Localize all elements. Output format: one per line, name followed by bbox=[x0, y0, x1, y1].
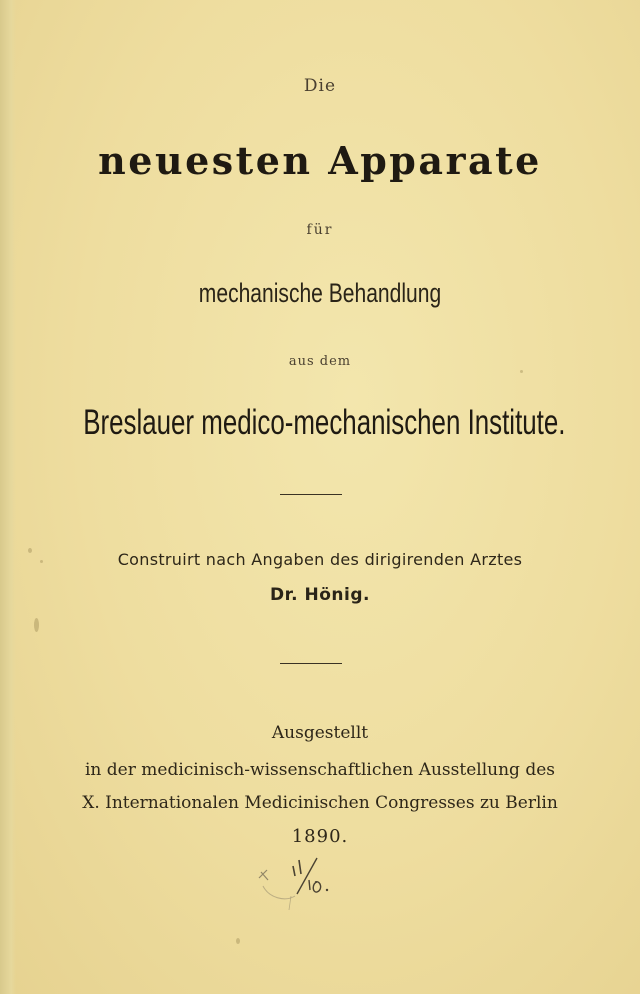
paper-speck bbox=[520, 370, 523, 373]
divider-rule bbox=[280, 663, 342, 664]
author-name: Dr. Hönig. bbox=[270, 585, 370, 605]
exhibited-line: Ausgestellt bbox=[271, 723, 369, 743]
handwritten-pencil-mark bbox=[255, 852, 355, 912]
congress-line: X. Internationalen Medicinischen Congresses zu Berlin bbox=[82, 793, 558, 813]
title-article: Die bbox=[303, 76, 337, 96]
publication-year: 1890. bbox=[291, 826, 349, 847]
paper-speck bbox=[236, 938, 240, 944]
subject-line: mechanische Behandlung bbox=[198, 278, 442, 308]
title-preposition: für bbox=[306, 222, 334, 238]
exhibition-line: in der medicinisch-wissenschaftlichen Ausstellung des bbox=[85, 760, 555, 780]
paper-speck bbox=[34, 618, 39, 632]
paper-speck bbox=[28, 548, 32, 553]
main-title: neuesten Apparate bbox=[98, 138, 542, 183]
constructed-by-line: Construirt nach Angaben des dirigirenden Arztes bbox=[117, 550, 523, 569]
divider-rule bbox=[280, 494, 342, 495]
from-the-line: aus dem bbox=[288, 354, 352, 369]
institute-line: Breslauer medico-mechanischen Institute. bbox=[83, 403, 566, 442]
paper-speck bbox=[40, 560, 43, 563]
